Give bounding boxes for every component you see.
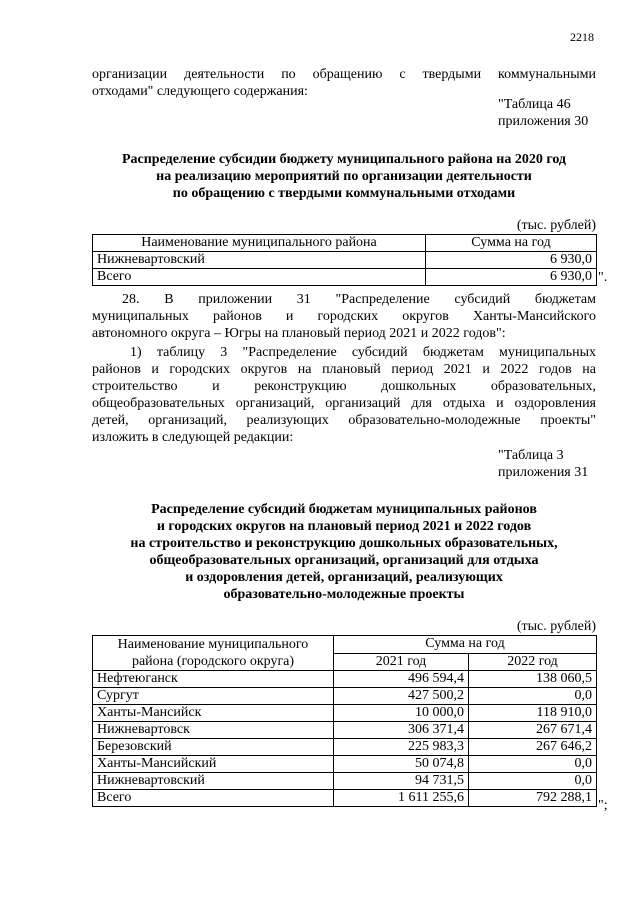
total-value: 6 930,0 [426,269,597,286]
page-number: 2218 [570,30,594,44]
title-line: на строительство и реконструкцию дошкольных образовательных, [130,536,558,551]
table-header-row [93,636,597,654]
text-line: 1) таблицу 3 "Распределение субсидий бюджетам муниципальных [130,345,596,360]
municipality-name: Березовский [93,739,334,756]
paragraph-28 [92,291,596,342]
table-row [93,705,597,722]
municipality-name: Нижневартовский [93,773,334,790]
table-row [93,739,597,756]
table-header-row [93,235,597,252]
total-label: Всего [93,269,426,286]
municipality-name: Сургут [93,688,334,705]
paragraph-item-1 [92,344,596,446]
municipality-name: Ханты-Мансийский [93,756,334,773]
total-label: Всего [93,790,334,807]
district-name: Нижневартовский [93,252,426,269]
title-line: образовательно-молодежные проекты [223,587,465,602]
table-ref-line: "Таблица 3 [498,448,564,463]
total-row [93,269,597,286]
text-line: строительство и реконструкцию дошкольных образовательных, [92,379,596,394]
municipality-name: Нефтеюганск [93,671,334,688]
text-line: муниципальных районов и городских округов Ханты-Мансийского [92,309,596,324]
table-ref-line: приложения 31 [498,465,589,480]
value-2021: 496 594,4 [334,671,469,688]
column-header-name [93,636,334,671]
header-line: района (городского округа) [131,654,295,669]
value-2021: 10 000,0 [334,705,469,722]
table-row [93,688,597,705]
table46-title [92,151,596,202]
table-row [93,773,597,790]
table-ref-line: "Таблица 46 [498,97,571,112]
text-line: 28. В приложении 31 "Распределение субсидий бюджетам [122,292,596,307]
value-2021: 94 731,5 [334,773,469,790]
total-2021: 1 611 255,6 [334,790,469,807]
title-line: Распределение субсидий бюджетам муниципальных районов [151,502,537,517]
table46 [92,234,597,286]
value-2022: 0,0 [469,688,597,705]
value-2021: 427 500,2 [334,688,469,705]
text-line: общеобразовательных организаций, организаций для отдыха и оздоровления [92,396,596,411]
total-row [93,790,597,807]
title-line: на реализацию мероприятий по организации деятельности [156,169,532,184]
value-2022: 118 910,0 [469,705,597,722]
units-label: (тыс. рублей) [516,619,596,634]
text-line: изложить в следующей редакции: [92,430,294,445]
text-line: автономного округа – Югры на плановый период 2021 и 2022 годов": [92,326,506,341]
table3-reference [498,447,588,481]
table46-reference [498,96,588,130]
title-line: и городских округов на плановый период 2021 и 2022 годов [156,519,532,534]
text-line: районов и городских округов на плановый период 2021 и 2022 годов на [92,362,596,377]
value-2022: 0,0 [469,773,597,790]
column-header: Наименование муниципального района [93,235,426,252]
closing-quote: ". [598,270,608,285]
value-2022: 138 060,5 [469,671,597,688]
table-row [93,722,597,739]
title-line: Распределение субсидии бюджету муниципального района на 2020 год [121,152,567,167]
title-line: общеобразовательных организаций, организаций для отдыха [149,553,539,568]
value-2022: 267 646,2 [469,739,597,756]
table3-title [92,501,596,603]
title-line: по обращению с твердыми коммунальными отходами [172,186,516,201]
municipality-name: Нижневартовск [93,722,334,739]
units-label: (тыс. рублей) [516,218,596,233]
intro-paragraph [92,66,596,100]
column-header-2021: 2021 год [334,653,469,671]
column-header-2022: 2022 год [469,653,597,671]
text-line: детей, организаций, реализующих образовательно-молодежные проекты" [92,413,596,428]
closing-quote: "; [598,798,608,813]
total-2022: 792 288,1 [469,790,597,807]
table-ref-line: приложения 30 [498,114,589,129]
header-line: Наименование муниципального [117,637,309,652]
column-header-sum: Сумма на год [334,636,597,654]
municipality-name: Ханты-Мансийск [93,705,334,722]
value-2021: 306 371,4 [334,722,469,739]
table-row [93,252,597,269]
sum-value: 6 930,0 [426,252,597,269]
column-header: Сумма на год [426,235,597,252]
table-row [93,671,597,688]
value-2022: 267 671,4 [469,722,597,739]
table-row [93,756,597,773]
text-line: организации деятельности по обращению с твердыми коммунальными [92,67,596,82]
table3 [92,635,597,807]
title-line: и оздоровления детей, организаций, реализующих [185,570,503,585]
value-2022: 0,0 [469,756,597,773]
text-line: отходами" следующего содержания: [92,84,308,99]
value-2021: 50 074,8 [334,756,469,773]
value-2021: 225 983,3 [334,739,469,756]
